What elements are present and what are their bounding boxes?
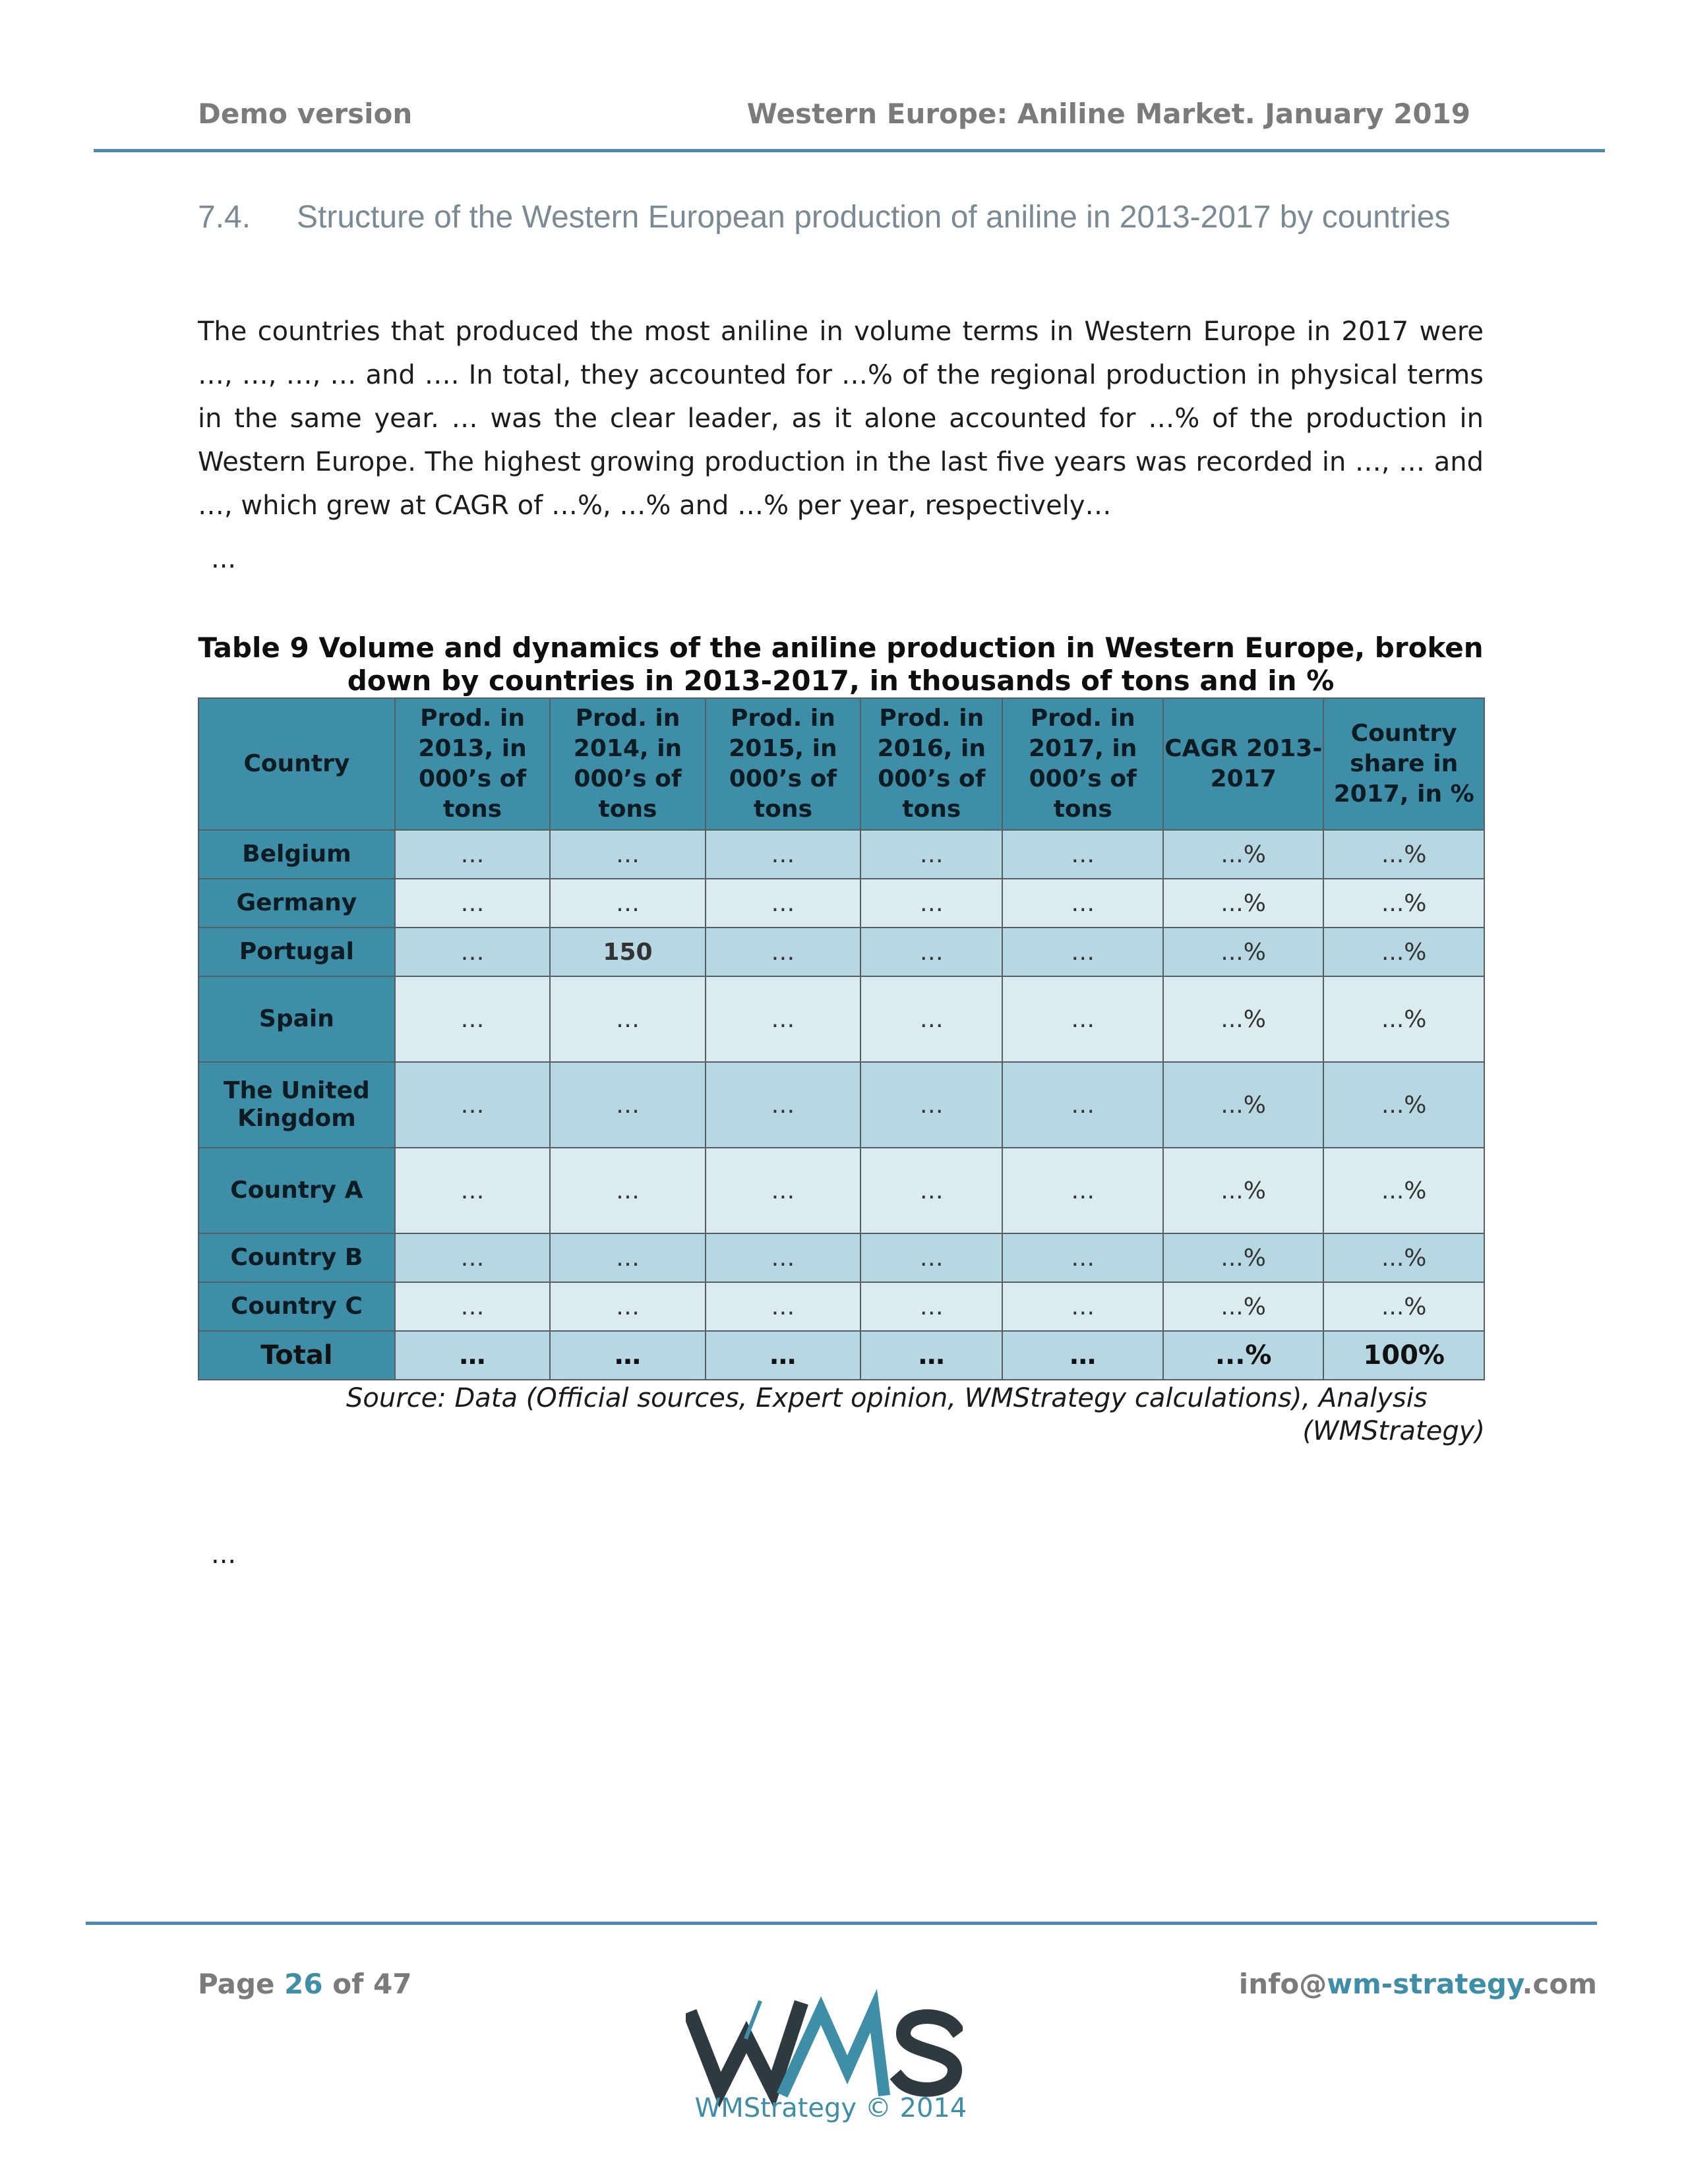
body-paragraph: The countries that produced the most aniline in volume terms in Western Europe in 2017 were …, …, …, … and …. In total, they accounted for …% of the regional production in physical terms in the same year. … was the clear leader, as it alone accounted for …% of the production in Western Europe. The highest growing production in the last five years was recorded in …, … and …, which grew at CAGR of …%, …% and …% per year, respectively… <box>198 316 1484 521</box>
value-cell: … <box>706 928 860 976</box>
email-domain: wm-strategy <box>1327 1968 1522 2000</box>
page-number: 26 <box>284 1968 323 2000</box>
table-row <box>198 1148 1484 1233</box>
column-header: Prod. in 2016, in 000’s of tons <box>860 698 1002 830</box>
table-row <box>198 1233 1484 1282</box>
country-cell: Country A <box>198 1148 395 1233</box>
country-cell: The United Kingdom <box>198 1062 395 1148</box>
country-cell: Country C <box>198 1282 395 1331</box>
value-cell: ...% <box>1323 1062 1484 1148</box>
value-cell: … <box>860 1062 1002 1148</box>
value-cell: 150 <box>550 928 705 976</box>
section-heading <box>198 199 1451 235</box>
value-cell: ...% <box>1323 1148 1484 1233</box>
value-cell: … <box>395 928 550 976</box>
value-cell: ...% <box>1163 1233 1323 1282</box>
column-header: Prod. in 2013, in 000’s of tons <box>395 698 550 830</box>
value-cell: … <box>395 1282 550 1331</box>
value-cell: 100% <box>1323 1331 1484 1380</box>
header-demo-label: Demo version <box>198 98 413 130</box>
table-header-row <box>198 698 1484 830</box>
value-cell: … <box>706 1062 860 1148</box>
value-cell: ...% <box>1323 928 1484 976</box>
value-cell: ...% <box>1163 830 1323 879</box>
logo-caption: WMStrategy © 2014 <box>694 2093 967 2123</box>
value-cell: … <box>550 1062 705 1148</box>
column-header: CAGR 2013-2017 <box>1163 698 1323 830</box>
value-cell: ...% <box>1163 928 1323 976</box>
value-cell: … <box>550 1148 705 1233</box>
page-header <box>198 98 1470 137</box>
value-cell: … <box>860 1148 1002 1233</box>
header-report-title: Western Europe: Aniline Market. January 2019 <box>746 98 1470 130</box>
table-row <box>198 1062 1484 1148</box>
value-cell: … <box>550 1233 705 1282</box>
value-cell: … <box>706 879 860 928</box>
value-cell: … <box>395 1062 550 1148</box>
value-cell: … <box>550 1282 705 1331</box>
value-cell: … <box>706 830 860 879</box>
table-caption: Table 9 Volume and dynamics of the aniline production in Western Europe, broken down by countries in 2013-2017, in thousands of tons and in % <box>198 632 1484 697</box>
value-cell: … <box>395 879 550 928</box>
value-cell: … <box>1002 1233 1162 1282</box>
value-cell: … <box>1002 1282 1162 1331</box>
source-line-1: Source: Data (Official sources, Expert opinion, WMStrategy calculations), Analysis <box>346 1383 1428 1413</box>
value-cell: ...% <box>1163 1282 1323 1331</box>
country-cell: Spain <box>198 976 395 1062</box>
value-cell: … <box>860 1282 1002 1331</box>
value-cell: … <box>550 976 705 1062</box>
value-cell: … <box>550 879 705 928</box>
ellipsis-text: ... <box>211 544 237 574</box>
value-cell: … <box>860 976 1002 1062</box>
value-cell: ...% <box>1323 830 1484 879</box>
value-cell: ...% <box>1323 879 1484 928</box>
ellipsis-text: ... <box>211 1539 237 1570</box>
column-header: Prod. in 2017, in 000’s of tons <box>1002 698 1162 830</box>
page-prefix: Page <box>198 1968 285 2000</box>
value-cell: … <box>1002 1062 1162 1148</box>
value-cell: ...% <box>1323 1233 1484 1282</box>
value-cell: ...% <box>1163 1148 1323 1233</box>
value-cell: … <box>1002 1148 1162 1233</box>
value-cell: … <box>706 1331 860 1380</box>
table-row <box>198 830 1484 879</box>
country-cell: Portugal <box>198 928 395 976</box>
header-divider <box>94 149 1605 152</box>
footer-divider <box>86 1922 1597 1925</box>
value-cell: … <box>395 830 550 879</box>
production-table <box>198 697 1485 1380</box>
section-number: 7.4. <box>198 200 251 235</box>
value-cell: … <box>395 1331 550 1380</box>
value-cell: … <box>860 879 1002 928</box>
source-line-2: (WMStrategy) <box>1302 1416 1485 1446</box>
country-cell: Germany <box>198 879 395 928</box>
value-cell: … <box>706 1233 860 1282</box>
value-cell: … <box>550 1331 705 1380</box>
table-row <box>198 1282 1484 1331</box>
section-title: Structure of the Western European production of aniline in 2013-2017 by countries <box>297 200 1451 235</box>
value-cell: ...% <box>1163 1062 1323 1148</box>
contact-email[interactable] <box>1239 1968 1597 2000</box>
value-cell: … <box>706 1282 860 1331</box>
value-cell: … <box>1002 928 1162 976</box>
email-suffix: .com <box>1522 1968 1597 2000</box>
value-cell: … <box>860 928 1002 976</box>
value-cell: … <box>1002 879 1162 928</box>
page-indicator <box>198 1968 411 2000</box>
table-total-row <box>198 1331 1484 1380</box>
value-cell: … <box>1002 830 1162 879</box>
value-cell: ...% <box>1323 976 1484 1062</box>
value-cell: … <box>860 1233 1002 1282</box>
column-header: Country share in 2017, in % <box>1323 698 1484 830</box>
email-prefix: info@ <box>1238 1968 1327 2000</box>
value-cell: … <box>550 830 705 879</box>
table-row <box>198 879 1484 928</box>
column-header: Prod. in 2015, in 000’s of tons <box>706 698 860 830</box>
page-suffix: of 47 <box>322 1968 412 2000</box>
value-cell: … <box>1002 1331 1162 1380</box>
table-row <box>198 976 1484 1062</box>
value-cell: … <box>395 976 550 1062</box>
column-header: Country <box>198 698 395 830</box>
value-cell: … <box>860 830 1002 879</box>
table-row <box>198 928 1484 976</box>
value-cell: ...% <box>1163 879 1323 928</box>
value-cell: … <box>395 1148 550 1233</box>
value-cell: ...% <box>1163 1331 1323 1380</box>
value-cell: … <box>395 1233 550 1282</box>
country-cell: Country B <box>198 1233 395 1282</box>
value-cell: … <box>706 1148 860 1233</box>
country-cell: Total <box>198 1331 395 1380</box>
table-source <box>198 1382 1485 1448</box>
value-cell: … <box>706 976 860 1062</box>
value-cell: ...% <box>1163 976 1323 1062</box>
value-cell: ...% <box>1323 1282 1484 1331</box>
column-header: Prod. in 2014, in 000’s of tons <box>550 698 705 830</box>
value-cell: … <box>860 1331 1002 1380</box>
country-cell: Belgium <box>198 830 395 879</box>
value-cell: … <box>1002 976 1162 1062</box>
